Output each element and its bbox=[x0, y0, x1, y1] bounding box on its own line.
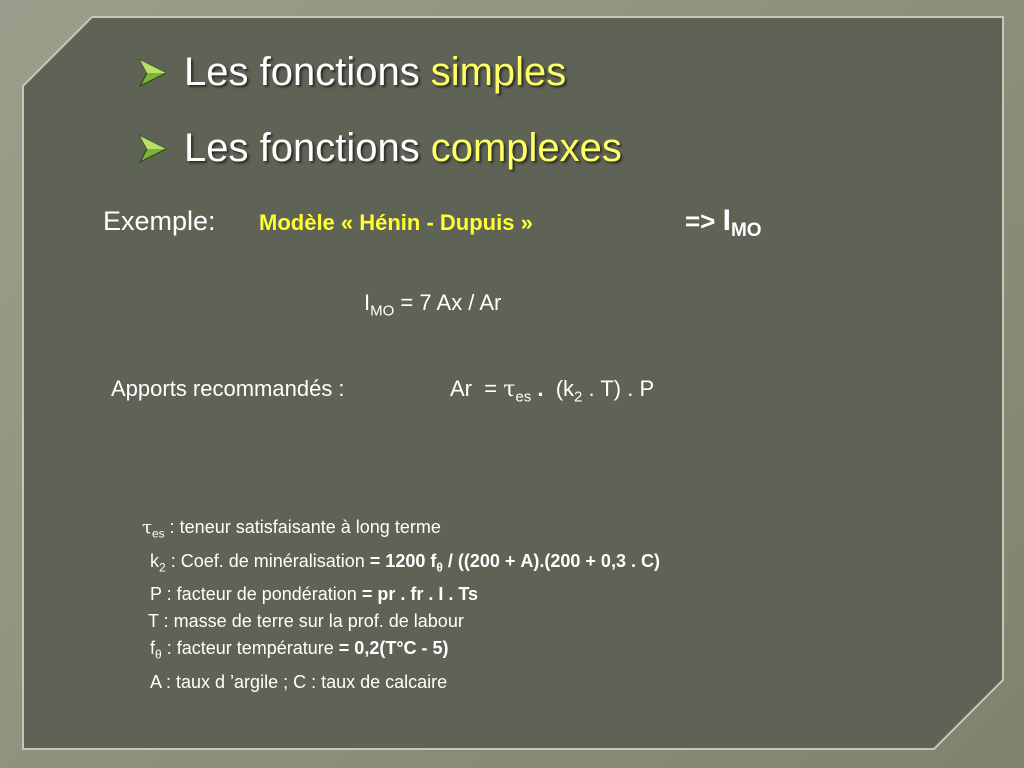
eq-tau: τ bbox=[503, 377, 516, 402]
eq-k-sub: 2 bbox=[574, 388, 583, 406]
eq-equals: = bbox=[484, 376, 498, 401]
eq-ar: Ar bbox=[450, 376, 472, 401]
apports-label: Apports recommandés : bbox=[111, 376, 345, 401]
legend-row-p bbox=[142, 581, 660, 608]
eq-dot: . bbox=[537, 376, 544, 401]
eq-tau-sub: es bbox=[515, 388, 532, 406]
legend-a-text: A : taux d ’argile ; C : taux de calcaire bbox=[150, 671, 448, 692]
legend-row-k2 bbox=[142, 548, 660, 582]
result-arrow: => bbox=[685, 206, 716, 236]
legend-f-text: : facteur température bbox=[161, 638, 339, 659]
legend-f-sub: θ bbox=[155, 647, 162, 662]
bullet-arrow-icon bbox=[136, 56, 170, 90]
bullet-highlight: complexes bbox=[430, 126, 622, 170]
eq-rest: . T) . P bbox=[588, 376, 655, 401]
bullet-prefix: Les fonctions bbox=[184, 126, 420, 170]
legend-row-f bbox=[142, 635, 660, 669]
legend-k-symbol: k bbox=[150, 550, 159, 571]
bullet-simples bbox=[136, 50, 566, 95]
example-model: Modèle « Hénin - Dupuis » bbox=[259, 210, 533, 235]
apports-equation bbox=[450, 376, 654, 405]
legend-k-formula-sub: θ bbox=[436, 560, 443, 575]
result-symbol: I bbox=[722, 204, 731, 237]
legend-p-formula: = pr . fr . I . Ts bbox=[361, 584, 479, 605]
legend-row-a bbox=[142, 669, 660, 696]
example-label: Exemple: bbox=[103, 206, 216, 236]
legend-row-t bbox=[142, 608, 660, 635]
legend-f-formula: = 0,2(T°C - 5) bbox=[338, 638, 449, 659]
eq-k: (k bbox=[555, 376, 575, 401]
legend-tau-symbol: τ bbox=[142, 517, 152, 538]
formula-lhs-sub: MO bbox=[370, 302, 395, 320]
legend-f-symbol: f bbox=[150, 638, 156, 659]
legend-k-formula-a: = 1200 f bbox=[369, 550, 437, 571]
bullet-highlight: simples bbox=[430, 50, 567, 94]
example-result bbox=[685, 204, 762, 242]
legend-k-sub: 2 bbox=[159, 560, 166, 575]
variable-legend bbox=[142, 514, 660, 696]
legend-tau-text: : teneur satisfaisante à long terme bbox=[169, 517, 441, 537]
result-subscript: MO bbox=[730, 220, 762, 242]
legend-t-text: T : masse de terre sur la prof. de labour bbox=[148, 611, 464, 632]
legend-p-text: P : facteur de pondération bbox=[150, 584, 362, 605]
bullet-complexes bbox=[136, 126, 622, 171]
formula-lhs: I bbox=[364, 290, 371, 315]
legend-k-formula-b: / ((200 + A).(200 + 0,3 . C) bbox=[442, 550, 660, 571]
legend-row-tau bbox=[142, 514, 660, 548]
legend-k-text: : Coef. de minéralisation bbox=[165, 550, 370, 571]
bullet-prefix: Les fonctions bbox=[184, 50, 420, 94]
formula-rhs: = 7 Ax / Ar bbox=[400, 290, 502, 315]
imo-formula bbox=[364, 290, 501, 319]
bullet-arrow-icon bbox=[136, 132, 170, 166]
legend-tau-sub: es bbox=[151, 526, 165, 541]
